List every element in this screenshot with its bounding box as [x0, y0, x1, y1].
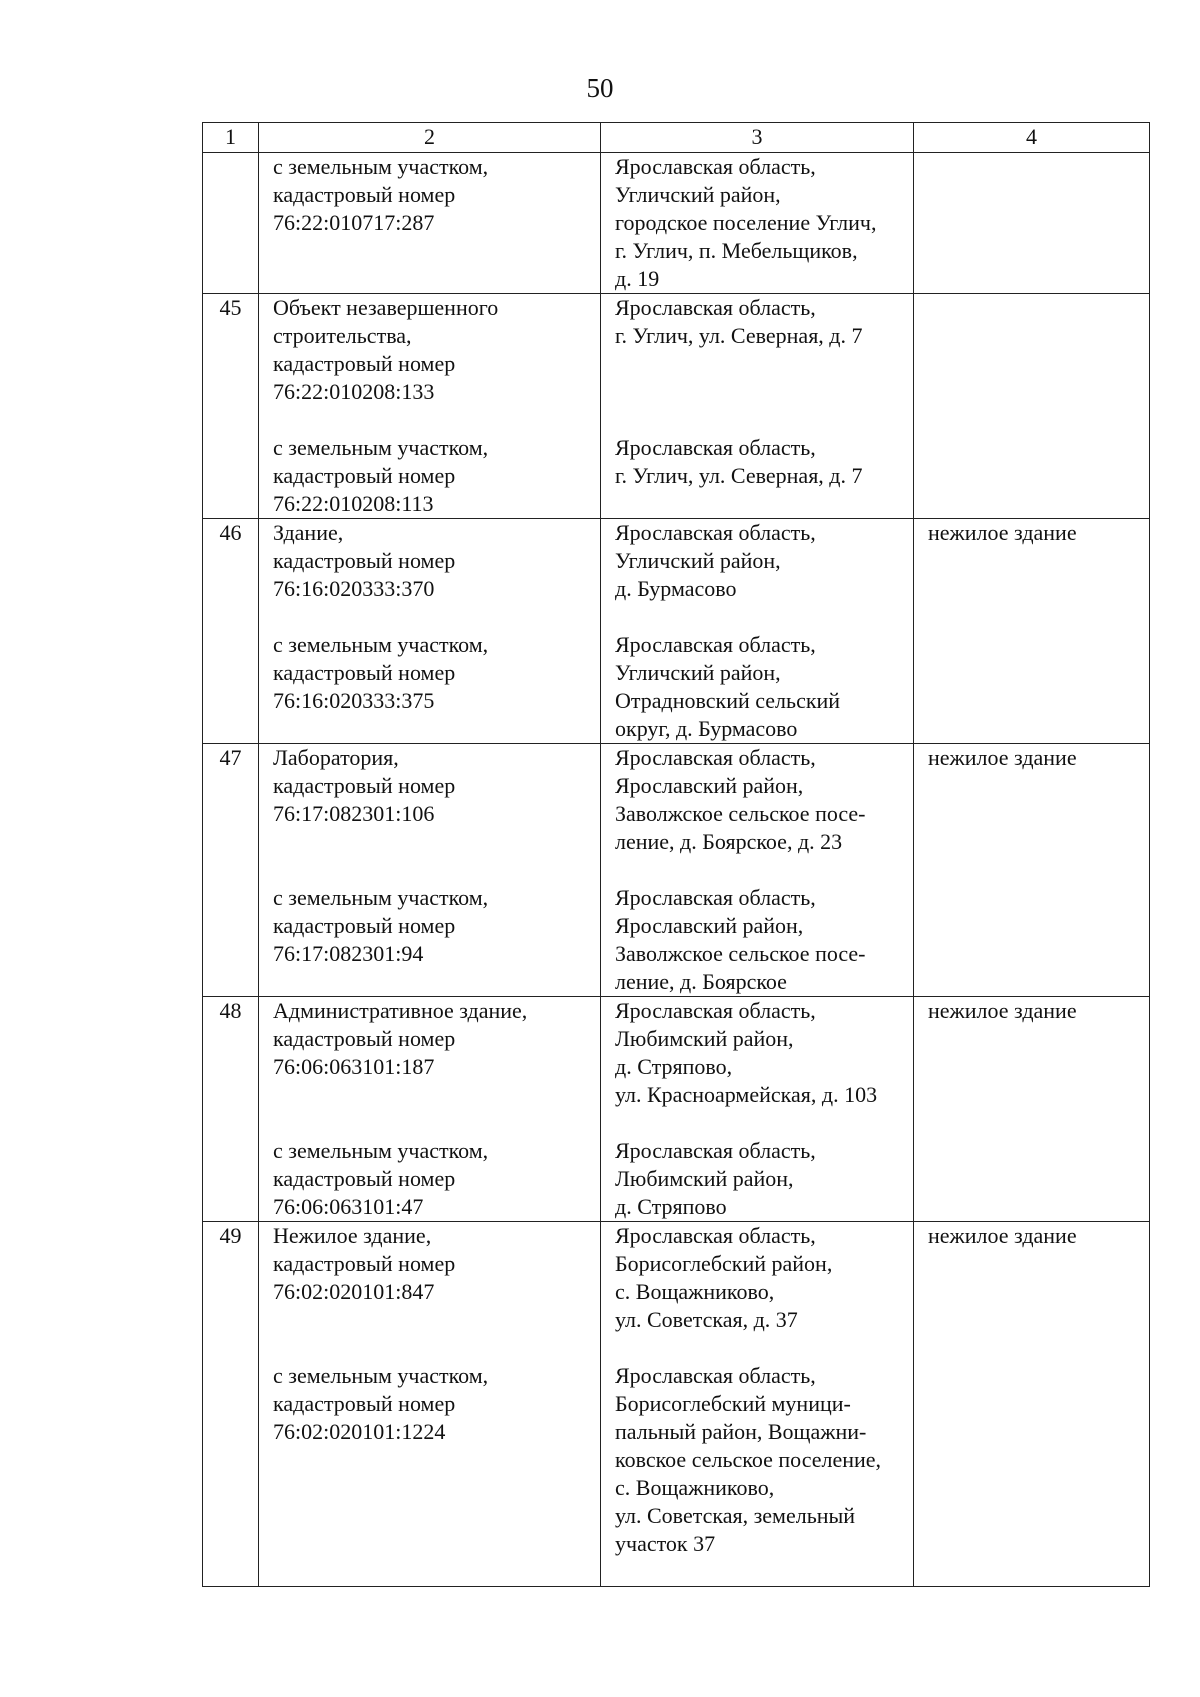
- address-line: ул. Красноармейская, д. 103: [615, 1082, 878, 1107]
- header-col-3: 3: [601, 123, 914, 153]
- cadastral-number: 76:16:020333:375: [273, 688, 435, 713]
- address-line: Отрадновский сельский: [615, 688, 841, 713]
- object-cell: [259, 153, 601, 294]
- address-cell: [601, 1222, 914, 1587]
- address-line: Ярославский район,: [615, 913, 804, 938]
- page-number: 50: [586, 73, 614, 103]
- note-cell: нежилое здание: [914, 744, 1150, 997]
- address-line: Ярославская область,: [615, 435, 816, 460]
- address-cell: [601, 744, 914, 997]
- address-line: округ, д. Бурмасово: [615, 716, 798, 741]
- address-line: ление, д. Боярское: [615, 969, 787, 994]
- object-line: кадастровый номер: [273, 182, 456, 207]
- address-cell: [601, 519, 914, 744]
- address-line: Заволжское сельское посе-: [615, 801, 866, 826]
- address-line: городское поселение Углич,: [615, 210, 877, 235]
- object-cell: [259, 1222, 601, 1587]
- row-number: 48: [203, 997, 259, 1222]
- address-cell: [601, 294, 914, 519]
- object-line: кадастровый номер: [273, 660, 456, 685]
- address-line: Борисоглебский район,: [615, 1251, 833, 1276]
- object-line: Административное здание,: [273, 998, 528, 1023]
- object-line: кадастровый номер: [273, 1166, 456, 1191]
- address-line: г. Углич, ул. Северная, д. 7: [615, 463, 863, 488]
- row-number: 47: [203, 744, 259, 997]
- address-line: пальный район, Вощажни-: [615, 1419, 867, 1444]
- address-line: Ярославская область,: [615, 154, 816, 179]
- object-line: кадастровый номер: [273, 1391, 456, 1416]
- row-number: [203, 153, 259, 294]
- address-line: Ярославская область,: [615, 998, 816, 1023]
- object-line: Нежилое здание,: [273, 1223, 432, 1248]
- cadastral-number: 76:06:063101:47: [273, 1194, 424, 1219]
- object-line: Лаборатория,: [273, 745, 399, 770]
- address-line: участок 37: [615, 1531, 716, 1556]
- address-line: д. Стряпово: [615, 1194, 727, 1219]
- object-line: кадастровый номер: [273, 548, 456, 573]
- cadastral-number: 76:02:020101:847: [273, 1279, 435, 1304]
- cadastral-number: 76:22:010208:113: [273, 491, 434, 516]
- row-number: 45: [203, 294, 259, 519]
- object-line: кадастровый номер: [273, 1026, 456, 1051]
- property-table: [202, 122, 1150, 1587]
- address-line: Борисоглебский муници-: [615, 1391, 851, 1416]
- note-cell: нежилое здание: [914, 1222, 1150, 1587]
- address-line: г. Углич, п. Мебельщиков,: [615, 238, 858, 263]
- table-row: [203, 744, 1150, 997]
- address-line: Угличский район,: [615, 548, 781, 573]
- address-line: ул. Советская, д. 37: [615, 1307, 798, 1332]
- address-cell: [601, 153, 914, 294]
- cadastral-number: 76:17:082301:94: [273, 941, 424, 966]
- address-line: ул. Советская, земельный: [615, 1503, 856, 1528]
- table-row: [203, 519, 1150, 744]
- address-line: Ярославский район,: [615, 773, 804, 798]
- address-line: с. Вощажниково,: [615, 1279, 775, 1304]
- table-header-row: [203, 123, 1150, 153]
- object-cell: [259, 519, 601, 744]
- object-line: с земельным участком,: [273, 1363, 489, 1388]
- address-line: ление, д. Боярское, д. 23: [615, 829, 843, 854]
- object-line: кадастровый номер: [273, 1251, 456, 1276]
- object-line: с земельным участком,: [273, 885, 489, 910]
- object-cell: [259, 744, 601, 997]
- table-row: [203, 294, 1150, 519]
- object-line: кадастровый номер: [273, 773, 456, 798]
- cadastral-number: 76:02:020101:1224: [273, 1419, 446, 1444]
- cadastral-number: 76:22:010208:133: [273, 379, 435, 404]
- note-cell: [914, 153, 1150, 294]
- cadastral-number: 76:22:010717:287: [273, 210, 435, 235]
- address-line: Любимский район,: [615, 1166, 794, 1191]
- address-line: Ярославская область,: [615, 885, 816, 910]
- cadastral-number: 76:06:063101:187: [273, 1054, 435, 1079]
- address-line: Ярославская область,: [615, 1363, 816, 1388]
- address-line: д. Стряпово,: [615, 1054, 733, 1079]
- table-row: [203, 1222, 1150, 1587]
- address-line: д. 19: [615, 266, 660, 291]
- object-line: Объект незавершенного: [273, 295, 499, 320]
- address-cell: [601, 997, 914, 1222]
- table-row: [203, 153, 1150, 294]
- address-line: Ярославская область,: [615, 745, 816, 770]
- header-col-4: 4: [914, 123, 1150, 153]
- note-cell: [914, 294, 1150, 519]
- header-col-1: 1: [203, 123, 259, 153]
- cadastral-number: 76:17:082301:106: [273, 801, 435, 826]
- object-line: с земельным участком,: [273, 1138, 489, 1163]
- object-line: с земельным участком,: [273, 435, 489, 460]
- row-number: 49: [203, 1222, 259, 1587]
- row-number: 46: [203, 519, 259, 744]
- address-line: Ярославская область,: [615, 632, 816, 657]
- object-line: с земельным участком,: [273, 632, 489, 657]
- address-line: Ярославская область,: [615, 1223, 816, 1248]
- table-row: [203, 997, 1150, 1222]
- address-line: Ярославская область,: [615, 1138, 816, 1163]
- address-line: Ярославская область,: [615, 295, 816, 320]
- object-line: кадастровый номер: [273, 351, 456, 376]
- address-line: д. Бурмасово: [615, 576, 737, 601]
- address-line: Заволжское сельское посе-: [615, 941, 866, 966]
- note-cell: нежилое здание: [914, 519, 1150, 744]
- address-line: г. Углич, ул. Северная, д. 7: [615, 323, 863, 348]
- header-col-2: 2: [259, 123, 601, 153]
- object-cell: [259, 997, 601, 1222]
- object-line: кадастровый номер: [273, 463, 456, 488]
- object-line: кадастровый номер: [273, 913, 456, 938]
- address-line: с. Вощажниково,: [615, 1475, 775, 1500]
- cadastral-number: 76:16:020333:370: [273, 576, 435, 601]
- object-line: с земельным участком,: [273, 154, 489, 179]
- address-line: Любимский район,: [615, 1026, 794, 1051]
- object-line: строительства,: [273, 323, 412, 348]
- address-line: Угличский район,: [615, 182, 781, 207]
- object-cell: [259, 294, 601, 519]
- address-line: Ярославская область,: [615, 520, 816, 545]
- address-line: ковское сельское поселение,: [615, 1447, 882, 1472]
- note-cell: нежилое здание: [914, 997, 1150, 1222]
- address-line: Угличский район,: [615, 660, 781, 685]
- object-line: Здание,: [273, 520, 344, 545]
